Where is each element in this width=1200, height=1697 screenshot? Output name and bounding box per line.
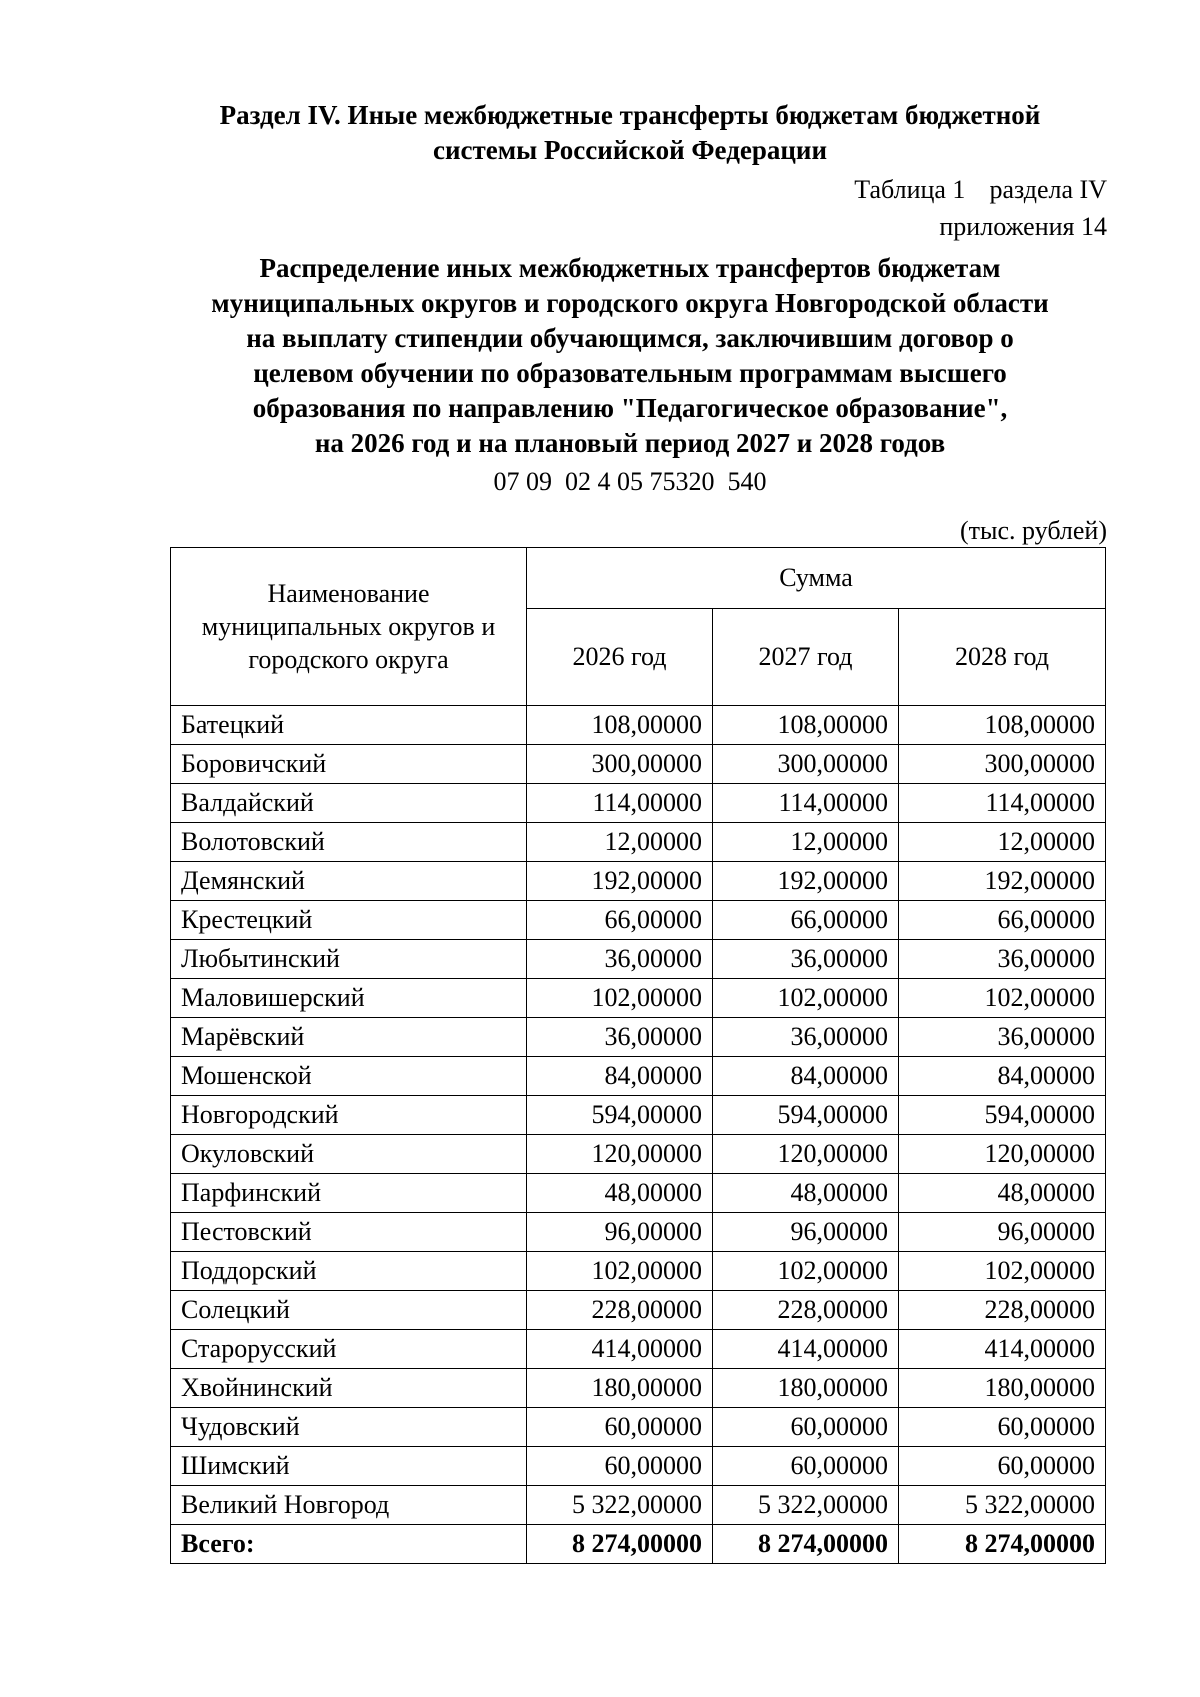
- table-row: [171, 784, 1106, 823]
- table-row: [171, 862, 1106, 901]
- table-body: [171, 706, 1106, 1564]
- amount-2026-cell: 120,00000: [527, 1135, 713, 1174]
- allocation-table: [170, 547, 1106, 1564]
- district-name-cell: Поддорский: [171, 1252, 527, 1291]
- amount-2027-cell: 36,00000: [713, 1018, 899, 1057]
- table-title-line: на 2026 год и на плановый период 2027 и 2028 годов: [314, 428, 946, 458]
- header-year-2028: 2028 год: [899, 609, 1106, 706]
- table-row: [171, 1291, 1106, 1330]
- amount-2028-cell: 36,00000: [899, 940, 1106, 979]
- amount-2026-cell: 36,00000: [527, 940, 713, 979]
- table-total-row: [171, 1525, 1106, 1564]
- amount-2026-cell: 84,00000: [527, 1057, 713, 1096]
- amount-2026-cell: 192,00000: [527, 862, 713, 901]
- amount-2027-cell: 192,00000: [713, 862, 899, 901]
- table-row: [171, 1408, 1106, 1447]
- amount-2026-cell: 96,00000: [527, 1213, 713, 1252]
- amount-2028-cell: 60,00000: [899, 1447, 1106, 1486]
- amount-2027-cell: 228,00000: [713, 1291, 899, 1330]
- section-title-line: Раздел IV. Иные межбюджетные трансферты бюджетам бюджетной: [219, 100, 1041, 130]
- amount-2028-cell: 180,00000: [899, 1369, 1106, 1408]
- district-name-cell: Валдайский: [171, 784, 527, 823]
- section-title: [150, 98, 1110, 168]
- district-name-cell: Крестецкий: [171, 901, 527, 940]
- amount-2027-cell: 300,00000: [713, 745, 899, 784]
- amount-2028-cell: 300,00000: [899, 745, 1106, 784]
- table-row: [171, 1330, 1106, 1369]
- amount-2027-cell: 8 274,00000: [713, 1525, 899, 1564]
- amount-2026-cell: 594,00000: [527, 1096, 713, 1135]
- amount-2028-cell: 36,00000: [899, 1018, 1106, 1057]
- amount-2028-cell: 5 322,00000: [899, 1486, 1106, 1525]
- table-title-line: целевом обучении по образовательным программам высшего: [253, 358, 1007, 388]
- amount-2027-cell: 180,00000: [713, 1369, 899, 1408]
- amount-2028-cell: 60,00000: [899, 1408, 1106, 1447]
- budget-code: 07 09 02 4 05 75320 540: [493, 467, 767, 496]
- district-name-cell: Любытинский: [171, 940, 527, 979]
- district-name-cell: Батецкий: [171, 706, 527, 745]
- table-row: [171, 706, 1106, 745]
- amount-2027-cell: 12,00000: [713, 823, 899, 862]
- amount-2028-cell: 102,00000: [899, 979, 1106, 1018]
- district-name-cell: Шимский: [171, 1447, 527, 1486]
- amount-2027-cell: 96,00000: [713, 1213, 899, 1252]
- amount-2027-cell: 60,00000: [713, 1408, 899, 1447]
- district-name-cell: Маловишерский: [171, 979, 527, 1018]
- table-title: [150, 251, 1110, 461]
- amount-2026-cell: 60,00000: [527, 1408, 713, 1447]
- amount-2028-cell: 12,00000: [899, 823, 1106, 862]
- amount-2026-cell: 228,00000: [527, 1291, 713, 1330]
- amount-2027-cell: 114,00000: [713, 784, 899, 823]
- amount-2026-cell: 180,00000: [527, 1369, 713, 1408]
- header-year-2027: 2027 год: [713, 609, 899, 706]
- district-name-cell: Чудовский: [171, 1408, 527, 1447]
- amount-2027-cell: 5 322,00000: [713, 1486, 899, 1525]
- amount-2028-cell: 66,00000: [899, 901, 1106, 940]
- table-title-line: Распределение иных межбюджетных трансфертов бюджетам: [259, 253, 1001, 283]
- table-row: [171, 1447, 1106, 1486]
- section-title-line: системы Российской Федерации: [432, 135, 828, 165]
- amount-2026-cell: 300,00000: [527, 745, 713, 784]
- amount-2027-cell: 66,00000: [713, 901, 899, 940]
- header-year-2026: 2026 год: [527, 609, 713, 706]
- district-name-cell: Волотовский: [171, 823, 527, 862]
- amount-2028-cell: 228,00000: [899, 1291, 1106, 1330]
- header-sum: Сумма: [527, 548, 1106, 609]
- amount-2026-cell: 12,00000: [527, 823, 713, 862]
- amount-2028-cell: 120,00000: [899, 1135, 1106, 1174]
- unit-label: (тыс. рублей): [959, 516, 1107, 545]
- table-row: [171, 1213, 1106, 1252]
- table-title-line: на выплату стипендии обучающимся, заключившим договор о: [246, 323, 1014, 353]
- amount-2026-cell: 102,00000: [527, 979, 713, 1018]
- amount-2028-cell: 594,00000: [899, 1096, 1106, 1135]
- amount-2028-cell: 48,00000: [899, 1174, 1106, 1213]
- district-name-cell: Демянский: [171, 862, 527, 901]
- table-row: [171, 979, 1106, 1018]
- district-name-cell: Всего:: [171, 1525, 527, 1564]
- table-row: [171, 1018, 1106, 1057]
- amount-2026-cell: 48,00000: [527, 1174, 713, 1213]
- amount-2026-cell: 114,00000: [527, 784, 713, 823]
- amount-2028-cell: 192,00000: [899, 862, 1106, 901]
- table-row: [171, 940, 1106, 979]
- amount-2027-cell: 414,00000: [713, 1330, 899, 1369]
- amount-2026-cell: 108,00000: [527, 706, 713, 745]
- amount-2026-cell: 8 274,00000: [527, 1525, 713, 1564]
- table-reference: [854, 171, 1107, 245]
- district-name-cell: Пестовский: [171, 1213, 527, 1252]
- table-row: [171, 745, 1106, 784]
- section-label: раздела IV: [989, 175, 1107, 204]
- amount-2026-cell: 66,00000: [527, 901, 713, 940]
- amount-2027-cell: 108,00000: [713, 706, 899, 745]
- amount-2027-cell: 594,00000: [713, 1096, 899, 1135]
- amount-2028-cell: 114,00000: [899, 784, 1106, 823]
- table-row: [171, 1486, 1106, 1525]
- table-row: [171, 1174, 1106, 1213]
- table-title-line: муниципальных округов и городского округа Новгородской области: [211, 288, 1049, 318]
- table-label: Таблица 1: [854, 175, 966, 204]
- amount-2028-cell: 96,00000: [899, 1213, 1106, 1252]
- table-row: [171, 823, 1106, 862]
- district-name-cell: Новгородский: [171, 1096, 527, 1135]
- district-name-cell: Хвойнинский: [171, 1369, 527, 1408]
- amount-2026-cell: 102,00000: [527, 1252, 713, 1291]
- district-name-cell: Солецкий: [171, 1291, 527, 1330]
- table-row: [171, 1096, 1106, 1135]
- amount-2026-cell: 36,00000: [527, 1018, 713, 1057]
- district-name-cell: Мошенской: [171, 1057, 527, 1096]
- amount-2027-cell: 60,00000: [713, 1447, 899, 1486]
- amount-2028-cell: 108,00000: [899, 706, 1106, 745]
- amount-2027-cell: 120,00000: [713, 1135, 899, 1174]
- table-row: [171, 1369, 1106, 1408]
- amount-2027-cell: 48,00000: [713, 1174, 899, 1213]
- district-name-cell: Старорусский: [171, 1330, 527, 1369]
- district-name-cell: Парфинский: [171, 1174, 527, 1213]
- table-title-line: образования по направлению "Педагогическое образование",: [252, 393, 1008, 423]
- amount-2028-cell: 84,00000: [899, 1057, 1106, 1096]
- district-name-cell: Великий Новгород: [171, 1486, 527, 1525]
- amount-2028-cell: 102,00000: [899, 1252, 1106, 1291]
- table-row: [171, 901, 1106, 940]
- header-name: Наименование муниципальных округов и городского округа: [171, 548, 527, 706]
- table-row: [171, 1252, 1106, 1291]
- amount-2027-cell: 102,00000: [713, 979, 899, 1018]
- amount-2028-cell: 8 274,00000: [899, 1525, 1106, 1564]
- district-name-cell: Марёвский: [171, 1018, 527, 1057]
- amount-2027-cell: 102,00000: [713, 1252, 899, 1291]
- amount-2026-cell: 5 322,00000: [527, 1486, 713, 1525]
- table-row: [171, 1135, 1106, 1174]
- amount-2027-cell: 84,00000: [713, 1057, 899, 1096]
- appendix-label: приложения 14: [939, 212, 1107, 241]
- district-name-cell: Боровичский: [171, 745, 527, 784]
- amount-2028-cell: 414,00000: [899, 1330, 1106, 1369]
- table-row: [171, 1057, 1106, 1096]
- amount-2027-cell: 36,00000: [713, 940, 899, 979]
- amount-2026-cell: 414,00000: [527, 1330, 713, 1369]
- amount-2026-cell: 60,00000: [527, 1447, 713, 1486]
- district-name-cell: Окуловский: [171, 1135, 527, 1174]
